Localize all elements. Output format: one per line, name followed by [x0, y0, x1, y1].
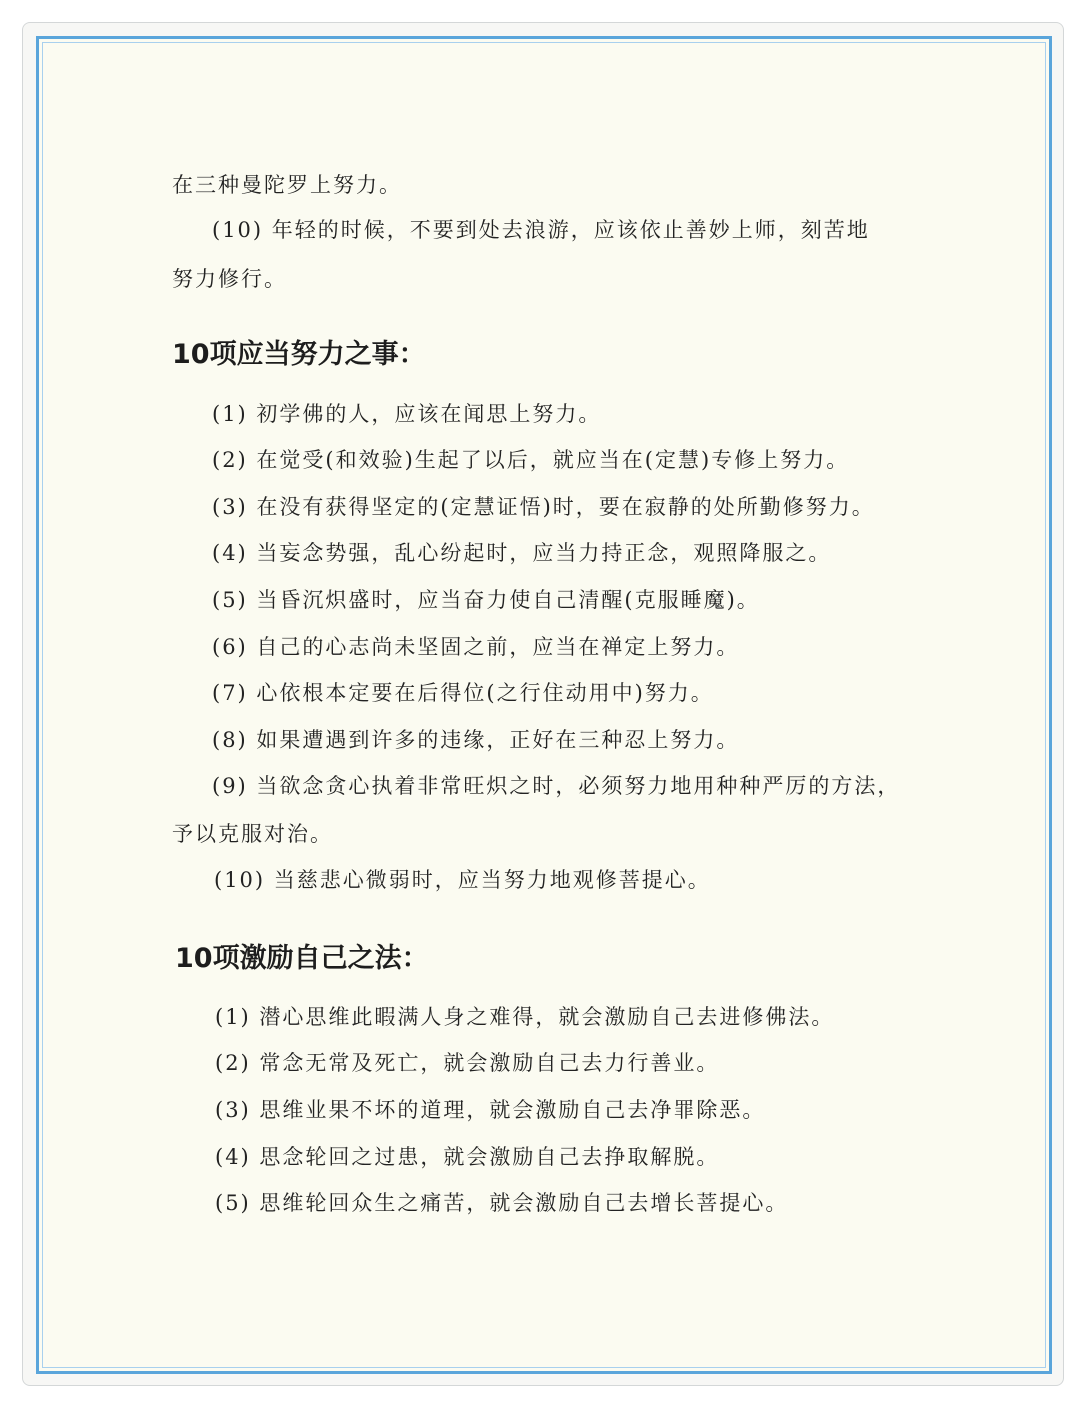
effort-item: (10) 当慈悲心微弱时，应当努力地观修菩提心。: [214, 868, 711, 892]
effort-item: (1) 初学佛的人，应该在闻思上努力。: [212, 402, 602, 426]
intro-line-1: 在三种曼陀罗上努力。: [172, 173, 402, 197]
effort-item: (5) 当昏沉炽盛时，应当奋力使自己清醒(克服睡魔)。: [212, 588, 760, 612]
motivate-item: (2) 常念无常及死亡，就会激励自己去力行善业。: [215, 1051, 720, 1075]
effort-item: (9) 当欲念贪心执着非常旺炽之时，必须努力地用种种严厉的方法，: [212, 774, 901, 798]
intro-item-10-line-2: 努力修行。: [172, 267, 287, 291]
section-motivate-heading: 10项激励自己之法：: [175, 943, 429, 974]
effort-item: (7) 心依根本定要在后得位(之行住动用中)努力。: [212, 681, 714, 705]
effort-item: (4) 当妄念势强，乱心纷起时，应当力持正念，观照降服之。: [212, 541, 832, 565]
effort-item: (8) 如果遭遇到许多的违缘，正好在三种忍上努力。: [212, 728, 740, 752]
motivate-item: (3) 思维业果不坏的道理，就会激励自己去净罪除恶。: [215, 1098, 766, 1122]
effort-item-continuation: 予以克服对治。: [172, 822, 333, 846]
motivate-item: (1) 潜心思维此暇满人身之难得，就会激励自己去进修佛法。: [215, 1005, 835, 1029]
motivate-item: (4) 思念轮回之过患，就会激励自己去挣取解脱。: [215, 1145, 720, 1169]
effort-item: (3) 在没有获得坚定的(定慧证悟)时，要在寂静的处所勤修努力。: [212, 495, 875, 519]
effort-item: (6) 自己的心志尚未坚固之前，应当在禅定上努力。: [212, 635, 740, 659]
section-effort-heading: 10项应当努力之事：: [172, 339, 426, 370]
intro-item-10-line-1: (10) 年轻的时候，不要到处去浪游，应该依止善妙上师，刻苦地: [212, 218, 870, 242]
motivate-item: (5) 思维轮回众生之痛苦，就会激励自己去增长菩提心。: [215, 1191, 789, 1215]
effort-item: (2) 在觉受(和效验)生起了以后，就应当在(定慧)专修上努力。: [212, 448, 850, 472]
